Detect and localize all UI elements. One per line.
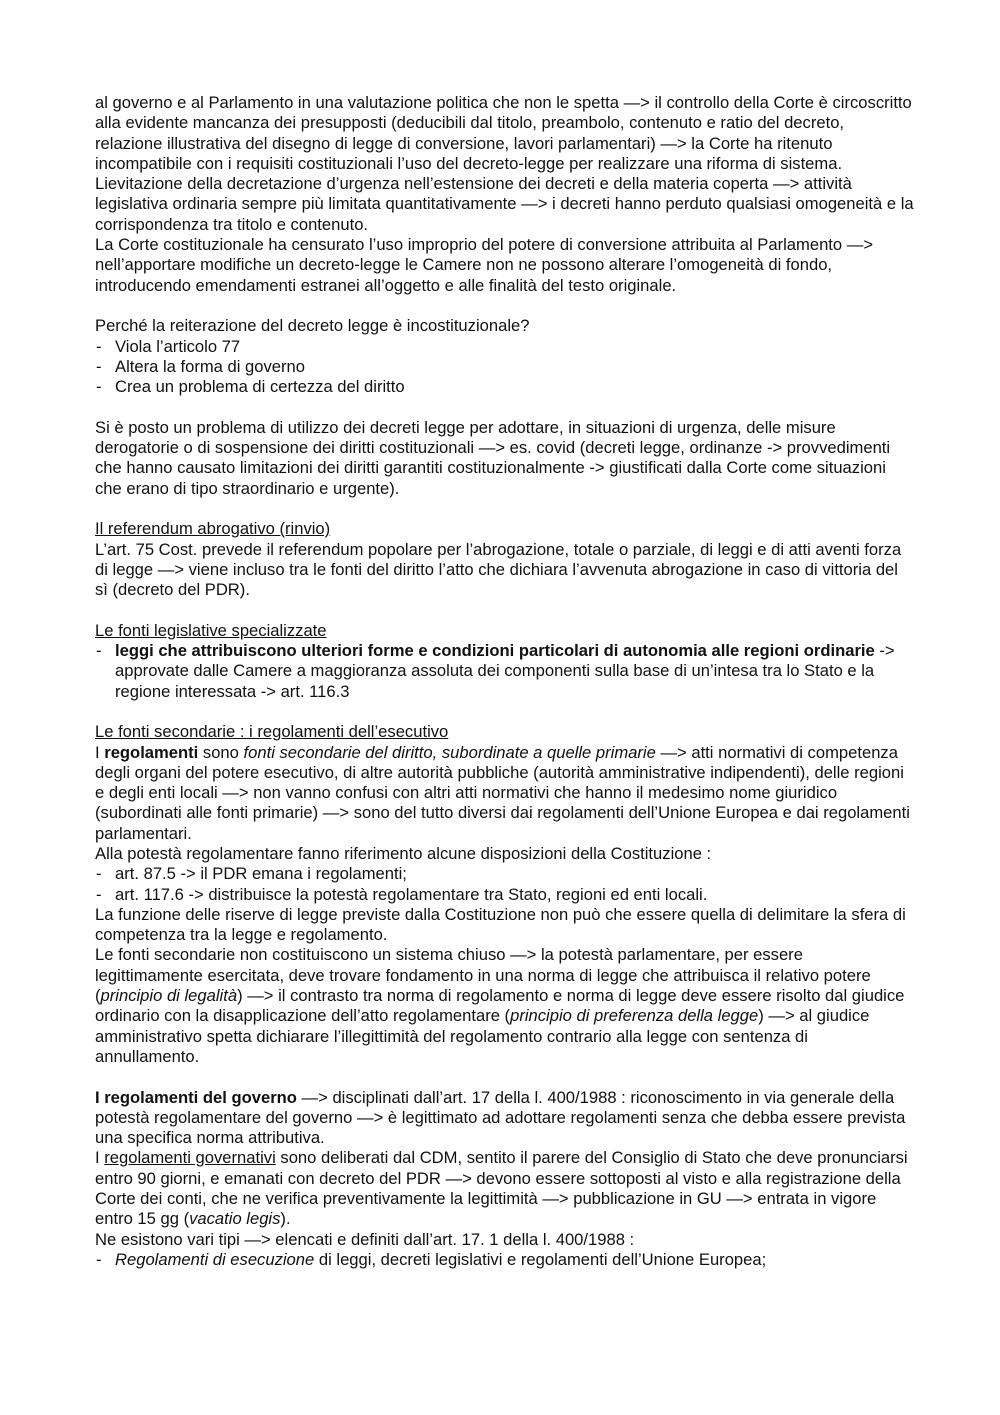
paragraph <box>95 743 915 844</box>
italic-text: Regolamenti di esecuzione <box>115 1249 315 1269</box>
paragraph: Si è posto un problema di utilizzo dei decreti legge per adottare, in situazioni di urgenza, delle misure derogatorie o di sospensione dei diritti costituzionali —> es. covid (decreti legge, ordinanze -> provvedimenti che hanno causato limitazioni dei diritti garantiti costituzionalmente -> giustificati dalla Corte come situazioni che erano di tipo straordinario e urgente). <box>95 417 891 498</box>
document-page <box>95 93 915 1270</box>
dash-list <box>95 641 915 702</box>
section-heading: Le fonti secondarie : i regolamenti dell’esecutivo <box>95 722 449 742</box>
paragraph: Ne esistono vari tipi —> elencati e definiti dall’art. 17. 1 della l. 400/1988 : <box>95 1229 635 1249</box>
question-line: Perché la reiterazione del decreto legge è incostituzionale? <box>95 316 530 336</box>
text: ) —> al giudice amministrativo spetta dichiarare l’illegittimità del regolamento contrario alla legge con sentenza di annullamento. <box>95 1006 870 1066</box>
list-item <box>95 1250 915 1270</box>
dash-list <box>95 1250 915 1270</box>
text: Le fonti secondarie non costituiscono un sistema chiuso —> la potestà parlamentare, per essere legittimamente esercitata, deve trovare fondamento in una norma di legge che attribuisca il relativo potere ( <box>95 945 871 1006</box>
section-heading: Il referendum abrogativo (rinvio) <box>95 519 331 539</box>
text: —> disciplinati dall’art. 17 della l. 400/1988 : riconoscimento in via generale della potestà regolamentare del governo —> è legittimato ad adottare regolamenti senza che debba essere prevista una specifica norma attributiva. <box>95 1087 906 1148</box>
text: ). <box>280 1209 291 1229</box>
text: I <box>95 1148 105 1168</box>
section-heading: Le fonti legislative specializzate <box>95 620 327 640</box>
list-item: - Crea un problema di certezza del diritto <box>95 377 915 397</box>
bold-text: I regolamenti del governo <box>95 1087 297 1107</box>
italic-text: principio di preferenza della legge <box>510 1006 759 1026</box>
list-item: - Altera la forma di governo <box>95 357 915 377</box>
bold-text: regolamenti <box>104 742 199 762</box>
paragraph <box>95 945 915 1067</box>
dash-list <box>95 337 915 398</box>
paragraph: L’art. 75 Cost. prevede il referendum popolare per l’abrogazione, totale o parziale, di leggi e di atti aventi forza di legge —> viene incluso tra le fonti del diritto l’atto che dichiara l’avvenuta abrogazione in caso di vittoria del sì (decreto del PDR). <box>95 539 902 600</box>
italic-text: fonti secondarie del diritto, subordinate a quelle primarie <box>243 742 656 762</box>
text: I <box>95 742 105 762</box>
paragraph: al governo e al Parlamento in una valutazione politica che non le spetta —> il controllo della Corte è circoscritto alla evidente mancanza dei presupposti (deducibili dal titolo, preambolo, contenuto e ratio del decreto, relazione illustrativa del disegno di legge di conversione, lavori parlamentari) —> la Corte ha ritenuto incompatibile con i requisiti costituzionali l’uso del decreto-legge per realizzare una riforma di sistema. <box>95 93 912 173</box>
text: -> approvate dalle Camere a maggioranza assoluta dei componenti sulla base di un’intesa tra lo Stato e la regione interessata -> art. 116.3 <box>115 641 895 701</box>
paragraph: La Corte costituzionale ha censurato l’uso improprio del potere di conversione attribuita al Parlamento —> nell’apportare modifiche un decreto-legge le Camere non ne possono alterare l’omogeneità di fondo, introducendo emendamenti estranei all’oggetto e alle finalità del testo originale. <box>95 235 874 295</box>
text: —> atti normativi di competenza degli organi del potere esecutivo, di altre autorità pubbliche (autorità amministrative indipendenti), delle regioni e degli enti locali —> non vanno confusi con altri atti normativi che hanno il medesimo nome giuridico (subordinati alle fonti primarie) —> sono del tutto diversi dai regolamenti dell’Unione Europea e dai regolamenti parlamentari. <box>95 742 910 843</box>
list-item: - Viola l’articolo 77 <box>95 337 915 357</box>
italic-text: vacatio legis <box>189 1209 281 1229</box>
italic-text: principio di legalità <box>100 986 238 1006</box>
paragraph: Alla potestà regolamentare fanno riferimento alcune disposizioni della Costituzione : <box>95 843 712 863</box>
list-item <box>95 641 915 702</box>
bold-text: leggi che attribuiscono ulteriori forme e condizioni particolari di autonomia alle regioni ordinarie <box>115 641 875 661</box>
list-item: - art. 87.5 -> il PDR emana i regolamenti; <box>95 864 915 884</box>
list-item: - art. 117.6 -> distribuisce la potestà regolamentare tra Stato, regioni ed enti locali. <box>95 885 915 905</box>
paragraph <box>95 1148 915 1229</box>
text: di leggi, decreti legislativi e regolamenti dell’Unione Europea; <box>314 1249 767 1269</box>
paragraph: Lievitazione della decretazione d’urgenza nell’estensione dei decreti e della materia coperta —> attività legislativa ordinaria sempre più limitata quantitativamente —> i decreti hanno perduto qualsiasi omogeneità e la corrispondenza tra titolo e contenuto. <box>95 174 914 234</box>
underlined-text: regolamenti governativi <box>104 1148 276 1168</box>
text: sono deliberati dal CDM, sentito il parere del Consiglio di Stato che deve pronunciarsi entro 90 giorni, e emanati con decreto del PDR —> devono essere sottoposti al visto e alla registrazione della Corte dei conti, che ne verifica preventivamente la legittimità —> pubblicazione in GU —> entrata in vigore entro 15 gg ( <box>95 1148 908 1229</box>
text: ) —> il contrasto tra norma di regolamento e norma di legge deve essere risolto dal giudice ordinario con la disapplicazione dell’atto regolamentare ( <box>95 986 905 1026</box>
dash-list <box>95 864 915 905</box>
paragraph: La funzione delle riserve di legge previste dalla Costituzione non può che essere quella di delimitare la sfera di competenza tra la legge e regolamento. <box>95 904 906 945</box>
paragraph <box>95 1088 915 1149</box>
text: sono <box>198 742 244 762</box>
